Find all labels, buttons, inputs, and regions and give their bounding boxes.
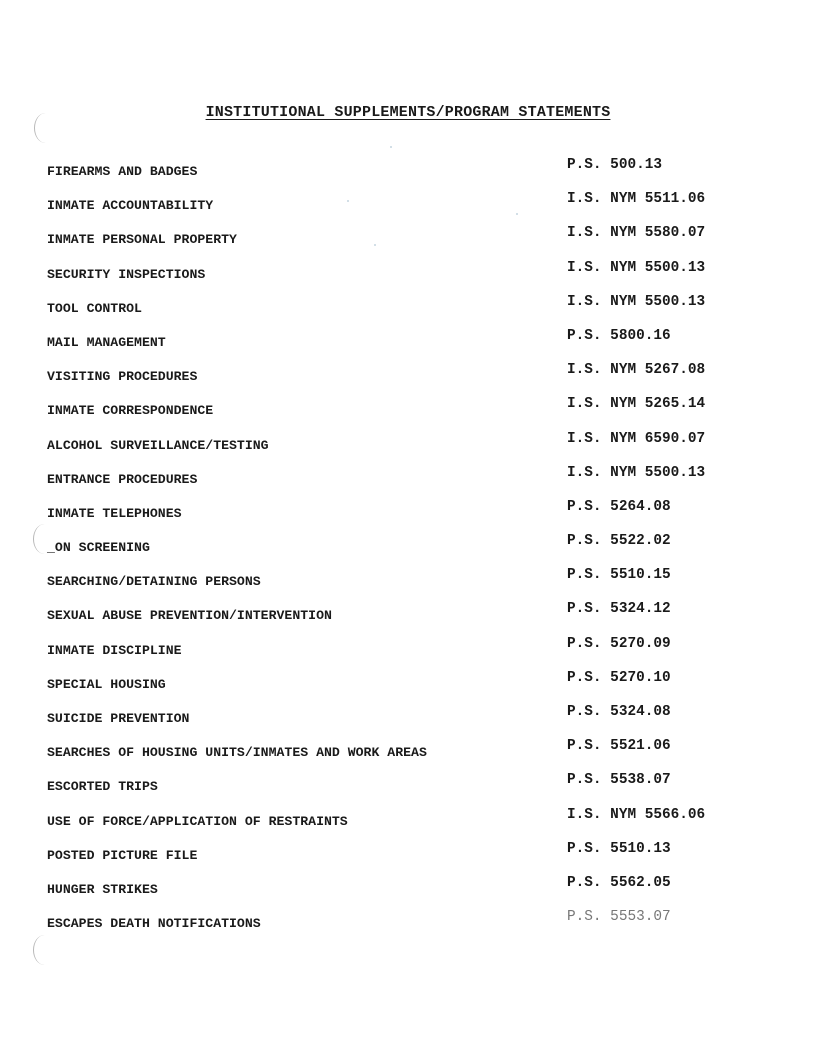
statement-title: VISITING PROCEDURES [47,369,198,385]
statement-title: TOOL CONTROL [47,300,142,316]
scan-speck [390,146,392,148]
list-item [0,218,816,252]
statement-reference: P.S. 500.13 [567,157,662,173]
statement-reference: I.S. NYM 5511.06 [567,191,706,208]
page-title [0,104,816,121]
statement-title: SEARCHES OF HOUSING UNITS/INMATES AND WORK AREAS [47,745,427,761]
statement-reference: P.S. 5264.08 [567,498,671,515]
statement-title: INMATE ACCOUNTABILITY [47,198,214,214]
statement-reference: P.S. 5522.02 [567,533,671,550]
list-item [0,594,816,628]
statement-title: INMATE PERSONAL PROPERTY [47,232,237,248]
list-item [0,253,816,287]
statement-reference: I.S. NYM 5566.06 [567,806,706,823]
list-item [0,424,816,458]
statement-reference: P.S. 5270.10 [567,669,671,686]
list-item [0,287,816,321]
statement-reference: P.S. 5562.05 [567,874,671,891]
list-item [0,834,816,868]
statement-title: USE OF FORCE/APPLICATION OF RESTRAINTS [47,813,348,829]
statement-reference: P.S. 5553.07 [567,909,671,926]
list-item [0,150,816,184]
statement-reference: P.S. 5800.16 [567,327,671,344]
list-item [0,492,816,526]
statement-title: SEARCHING/DETAINING PERSONS [47,574,261,590]
list-item [0,663,816,697]
statement-reference: P.S. 5510.15 [567,567,671,584]
list-item [0,902,816,936]
statement-title: ESCAPES DEATH NOTIFICATIONS [47,916,261,932]
binder-hole-mark-bottom [33,935,56,965]
statement-reference: I.S. NYM 5580.07 [567,225,706,242]
statement-title: FIREARMS AND BADGES [47,164,198,179]
list-item [0,629,816,663]
statement-list [0,150,816,936]
statement-reference: I.S. NYM 5500.13 [567,464,706,481]
list-item [0,868,816,902]
statement-title: INMATE DISCIPLINE [47,642,182,658]
statement-reference: P.S. 5538.07 [567,772,671,789]
statement-title: MAIL MANAGEMENT [47,334,166,350]
list-item [0,526,816,560]
page-title-text: INSTITUTIONAL SUPPLEMENTS/PROGRAM STATEMENTS [205,104,611,121]
list-item [0,321,816,355]
statement-title: SECURITY INSPECTIONS [47,266,206,282]
statement-title: SPECIAL HOUSING [47,676,166,692]
statement-reference: P.S. 5510.13 [567,840,671,857]
statement-reference: I.S. NYM 5265.14 [567,396,706,413]
statement-title: ALCOHOL SURVEILLANCE/TESTING [47,437,269,453]
list-item [0,697,816,731]
statement-title: POSTED PICTURE FILE [47,847,198,863]
list-item [0,458,816,492]
list-item [0,184,816,218]
statement-title: _ON SCREENING [47,540,150,556]
statement-reference: I.S. NYM 5500.13 [567,259,706,276]
statement-reference: I.S. NYM 5267.08 [567,362,706,379]
statement-title: HUNGER STRIKES [47,881,158,897]
statement-reference: P.S. 5521.06 [567,738,671,755]
list-item [0,560,816,594]
list-item [0,731,816,765]
list-item [0,765,816,799]
list-item [0,389,816,423]
statement-reference: I.S. NYM 5500.13 [567,293,706,310]
statement-title: SEXUAL ABUSE PREVENTION/INTERVENTION [47,608,332,624]
list-item [0,355,816,389]
statement-title: INMATE TELEPHONES [47,505,182,521]
statement-title: SUICIDE PREVENTION [47,711,190,726]
statement-reference: P.S. 5324.08 [567,704,671,720]
statement-title: ESCORTED TRIPS [47,779,158,795]
list-item [0,800,816,834]
statement-reference: I.S. NYM 6590.07 [567,430,706,447]
statement-reference: P.S. 5270.09 [567,635,671,652]
statement-reference: P.S. 5324.12 [567,601,671,618]
statement-title: INMATE CORRESPONDENCE [47,403,214,419]
statement-title: ENTRANCE PROCEDURES [47,471,198,487]
